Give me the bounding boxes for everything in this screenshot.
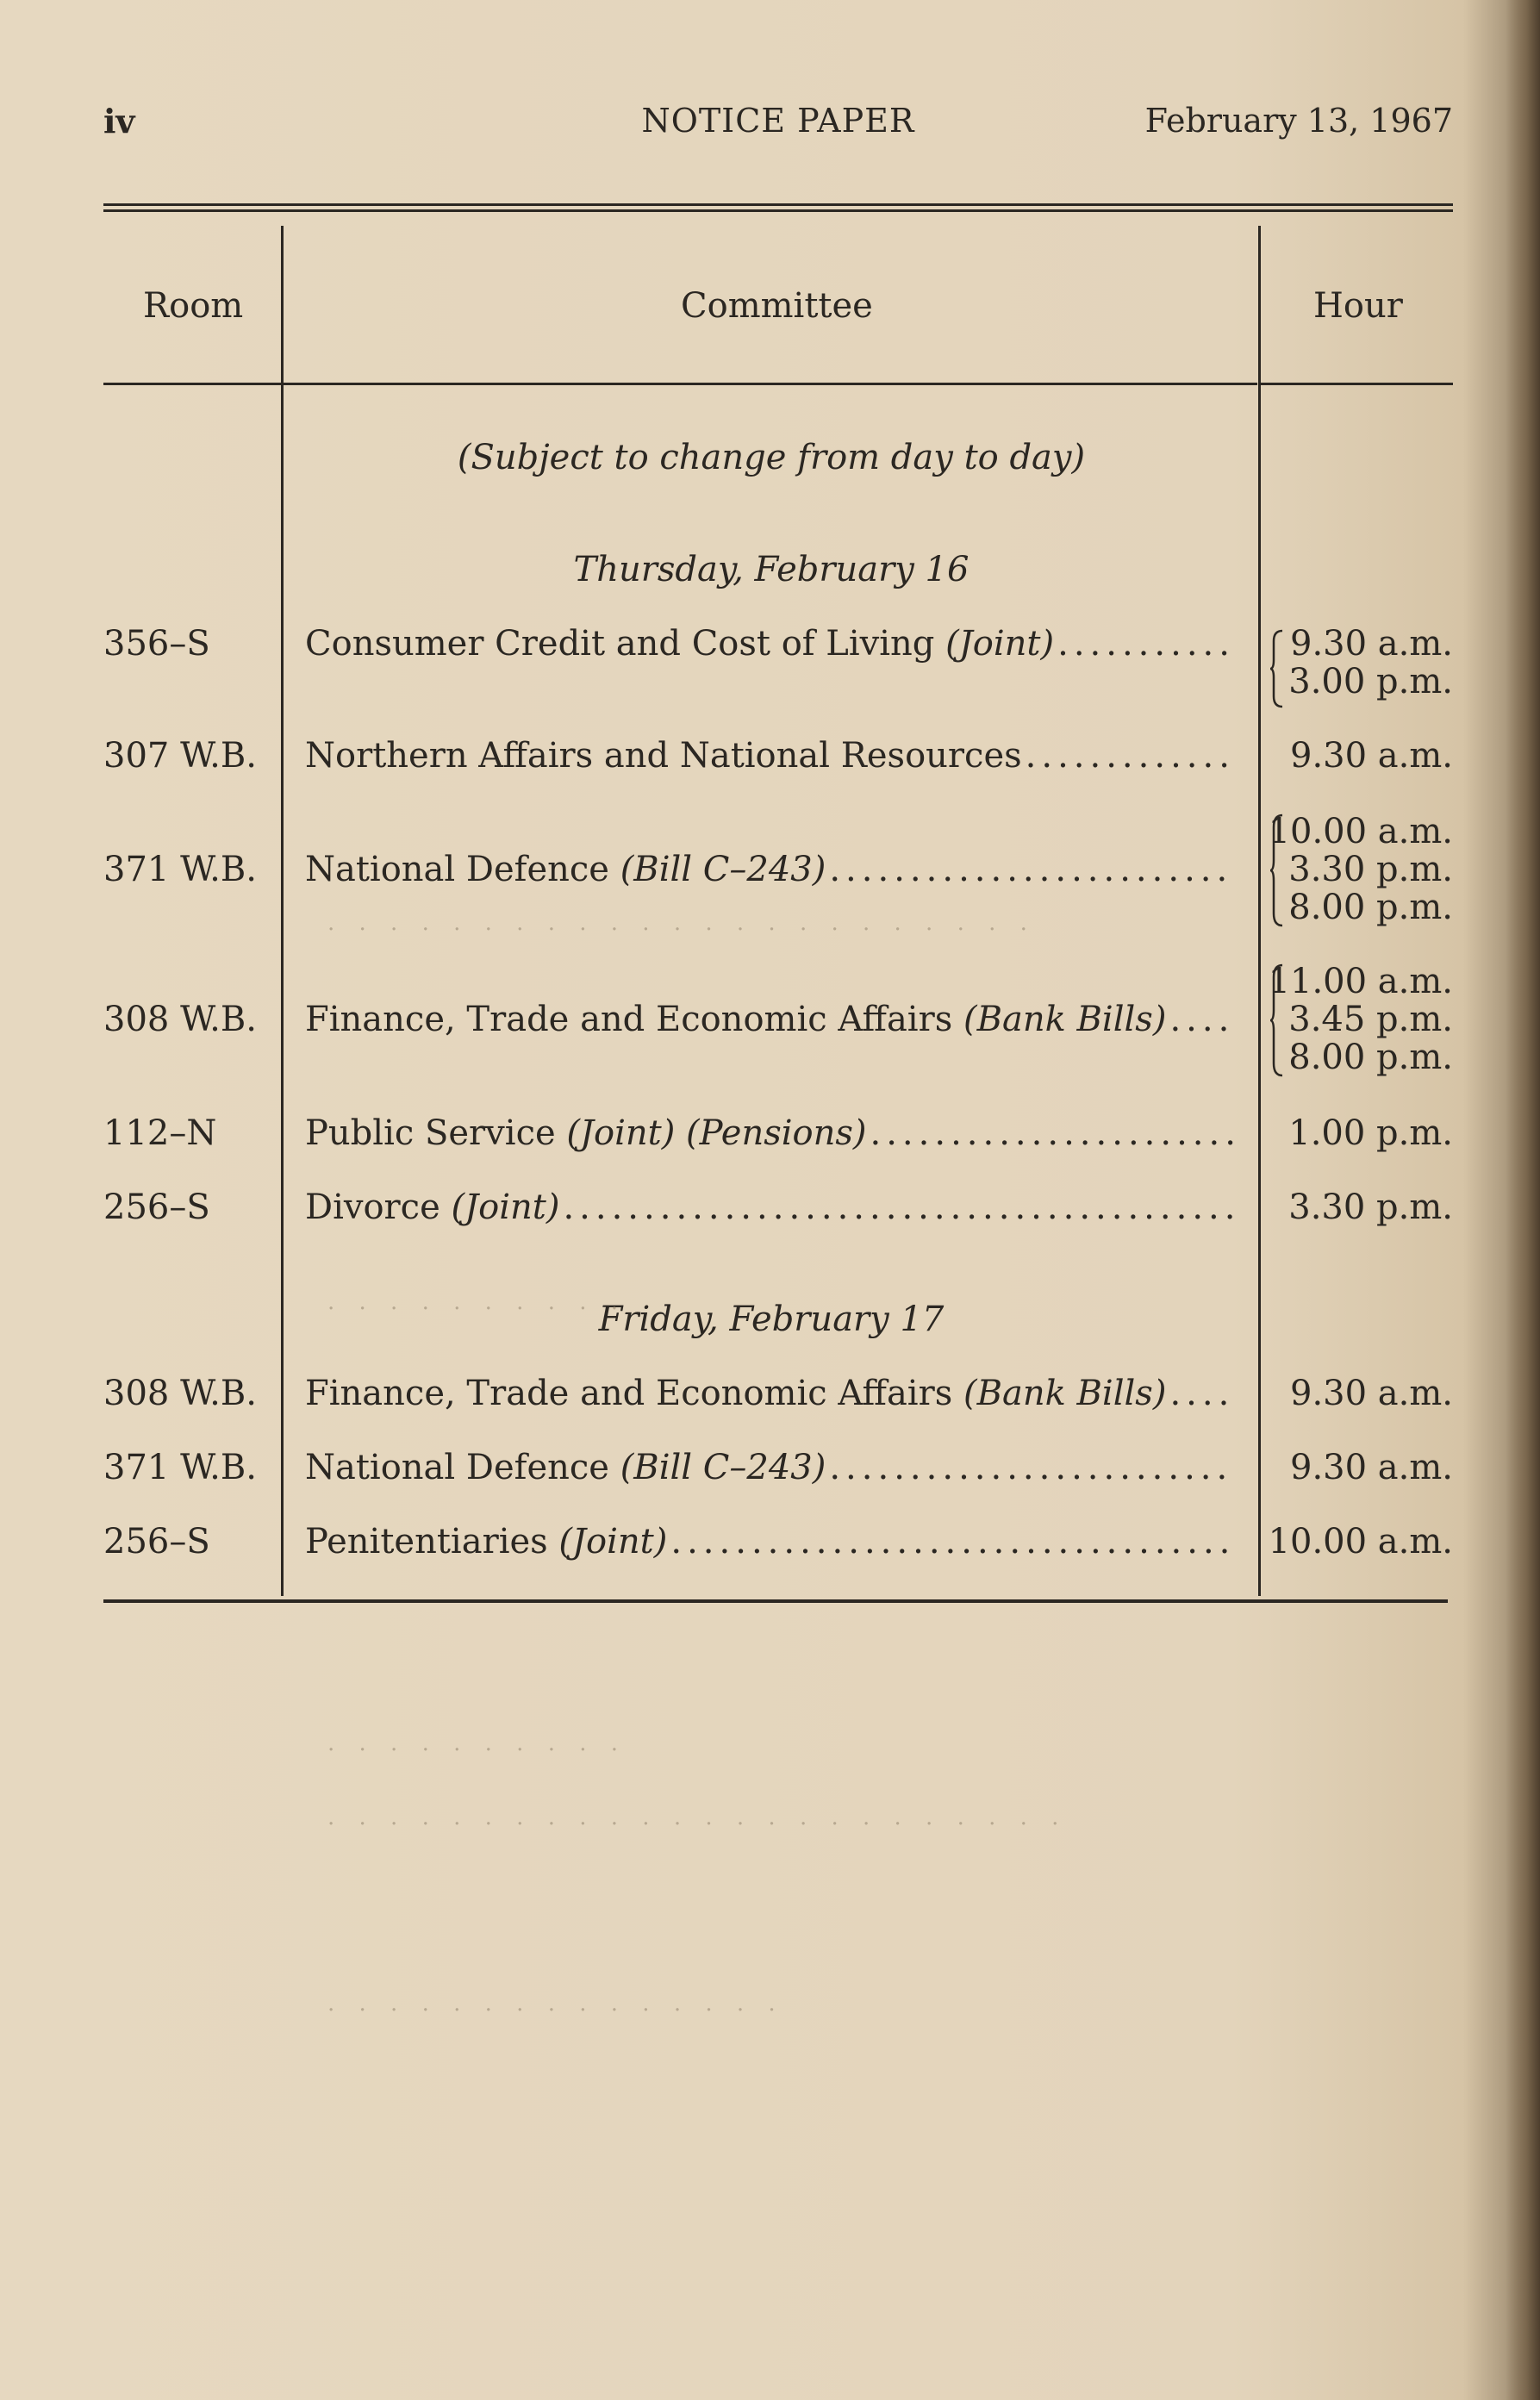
hours-cell bbox=[1258, 812, 1453, 926]
hour-value: 8.00 p.m. bbox=[1288, 1038, 1453, 1077]
dot-leader bbox=[1169, 1374, 1236, 1413]
header-rule-room bbox=[103, 383, 281, 385]
table-bottom-rule bbox=[103, 1599, 1448, 1603]
dot-leader bbox=[829, 850, 1236, 889]
hour-value: 9.30 a.m. bbox=[1290, 736, 1453, 776]
committee-qualifier: (Joint) (Pensions) bbox=[566, 1113, 867, 1153]
bleed-through-dots: . . . . . . . . . . . . . . . . . . . . . . . . bbox=[327, 1805, 1068, 1830]
hour-value: 3.45 p.m. bbox=[1288, 1000, 1453, 1039]
dot-leader bbox=[1169, 1000, 1236, 1039]
committee-cell bbox=[305, 736, 1236, 776]
committee-cell bbox=[305, 1522, 1236, 1562]
committee-name: Divorce bbox=[305, 1188, 440, 1227]
hour-value: 3.30 p.m. bbox=[1288, 850, 1453, 889]
column-header-committee: Committee bbox=[681, 286, 873, 326]
room-cell: 256–S bbox=[103, 1188, 210, 1227]
room-cell: 308 W.B. bbox=[103, 1000, 258, 1039]
header-rule-hour bbox=[1261, 383, 1453, 385]
room-cell: 371 W.B. bbox=[103, 850, 258, 889]
committee-name: National Defence bbox=[305, 1448, 609, 1487]
hour-value: 9.30 a.m. bbox=[1290, 1448, 1453, 1487]
committee-name: Northern Affairs and National Resources bbox=[305, 736, 1022, 776]
column-header-room: Room bbox=[143, 286, 244, 326]
committee-qualifier: (Bill C–243) bbox=[620, 850, 826, 889]
committee-cell bbox=[305, 1374, 1236, 1413]
committee-cell bbox=[305, 624, 1236, 664]
committee-name: Consumer Credit and Cost of Living bbox=[305, 624, 935, 664]
committee-qualifier: (Bank Bills) bbox=[963, 1374, 1167, 1413]
hour-value: 9.30 a.m. bbox=[1290, 624, 1453, 664]
schedule-note: (Subject to change from day to day) bbox=[457, 438, 1086, 477]
committee-cell bbox=[305, 1000, 1236, 1039]
hour-value: 10.00 a.m. bbox=[1268, 1522, 1453, 1562]
dot-leader bbox=[870, 1113, 1237, 1153]
bleed-through-dots: . . . . . . . . . . . . . . . bbox=[327, 1991, 784, 2017]
bleed-through-dots: . . . . . . . . . . bbox=[327, 1730, 627, 1756]
hour-value: 3.30 p.m. bbox=[1288, 1188, 1453, 1227]
dot-leader bbox=[1057, 624, 1236, 664]
header-double-rule bbox=[103, 203, 1453, 212]
committee-cell bbox=[305, 850, 1236, 889]
bleed-through-dots: . . . . . . . . . . bbox=[327, 1289, 627, 1315]
committee-qualifier: (Joint) bbox=[451, 1188, 560, 1227]
hour-value: 1.00 p.m. bbox=[1288, 1113, 1453, 1153]
day-heading-friday: Friday, February 17 bbox=[598, 1300, 945, 1339]
committee-name: Penitentiaries bbox=[305, 1522, 548, 1562]
bleed-through-dots: . . . . . . . . . . . . . . . . . . . . . . . bbox=[327, 910, 1036, 936]
committee-name: Finance, Trade and Economic Affairs bbox=[305, 1000, 953, 1039]
committee-qualifier: (Joint) bbox=[945, 624, 1055, 664]
page-title: NOTICE PAPER bbox=[641, 102, 915, 140]
page-date: February 13, 1967 bbox=[1144, 102, 1453, 140]
header-rule-committee bbox=[284, 383, 1257, 385]
committee-name: Public Service bbox=[305, 1113, 556, 1153]
room-cell: 256–S bbox=[103, 1522, 210, 1562]
room-cell: 308 W.B. bbox=[103, 1374, 258, 1413]
committee-qualifier: (Bill C–243) bbox=[620, 1448, 826, 1487]
committee-cell bbox=[305, 1113, 1236, 1153]
committee-qualifier: (Bank Bills) bbox=[963, 1000, 1167, 1039]
page-header bbox=[103, 102, 1453, 153]
dot-leader bbox=[670, 1522, 1236, 1562]
hour-value: 8.00 p.m. bbox=[1288, 888, 1453, 927]
committee-cell bbox=[305, 1448, 1236, 1487]
room-cell: 356–S bbox=[103, 624, 210, 664]
hour-value: 11.00 a.m. bbox=[1268, 962, 1453, 1001]
committee-qualifier: (Joint) bbox=[558, 1522, 668, 1562]
room-cell: 307 W.B. bbox=[103, 736, 258, 776]
committee-name: Finance, Trade and Economic Affairs bbox=[305, 1374, 953, 1413]
hour-value: 9.30 a.m. bbox=[1290, 1374, 1453, 1413]
dot-leader bbox=[563, 1188, 1236, 1227]
hour-value: 3.00 p.m. bbox=[1288, 662, 1453, 701]
hour-value: 10.00 a.m. bbox=[1268, 812, 1453, 851]
column-header-hour: Hour bbox=[1313, 286, 1403, 326]
hours-cell bbox=[1258, 962, 1453, 1075]
hours-cell bbox=[1258, 624, 1453, 700]
dot-leader bbox=[829, 1448, 1236, 1487]
page-number: iv bbox=[103, 102, 135, 140]
room-cell: 112–N bbox=[103, 1113, 217, 1153]
committee-cell bbox=[305, 1188, 1236, 1227]
room-cell: 371 W.B. bbox=[103, 1448, 258, 1487]
committee-name: National Defence bbox=[305, 850, 609, 889]
dot-leader bbox=[1026, 736, 1236, 776]
day-heading-thursday: Thursday, February 16 bbox=[573, 550, 970, 589]
